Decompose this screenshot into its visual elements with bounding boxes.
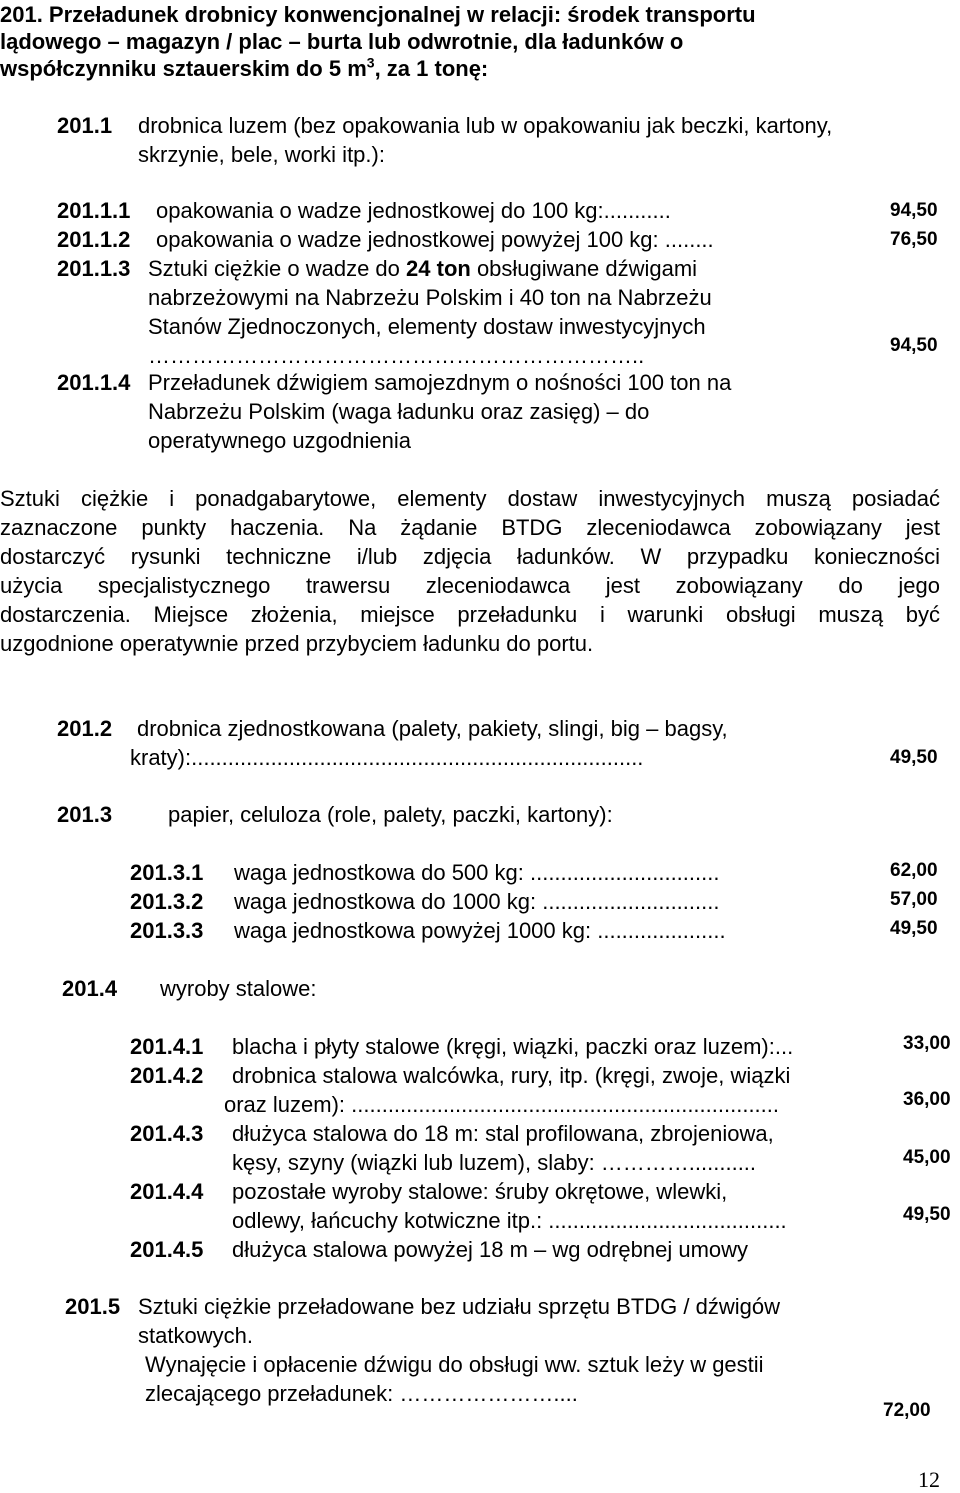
item-201-4-2-line-2: oraz luzem): ...................................................................... [224,1092,780,1117]
item-201-4-3-price: 45,00 [903,1147,951,1168]
item-201-1-2-text: opakowania o wadze jednostkowej powyżej 100 kg: ........ [156,227,714,252]
item-201-1-1-price: 94,50 [890,200,938,221]
section-201-5-line-4: zlecającego przeładunek: ………………….... [145,1381,578,1406]
notice-line-1: Sztuki ciężkie i ponadgabarytowe, elementy dostaw inwestycyjnych muszą posiadać [0,486,940,511]
section-201-5-number: 201.5 [65,1294,121,1319]
item-201-1-1-text: opakowania o wadze jednostkowej do 100 kg:........... [156,198,671,223]
item-201-4-2-price: 36,00 [903,1089,951,1110]
item-201-1-3-line-1 [148,254,697,283]
heading-line-1: 201. Przeładunek drobnicy konwencjonalnej w relacji: środek transportu [0,2,756,27]
item-201-4-3-line-2: kęsy, szyny (wiązki lub luzem), slaby: …………........... [232,1150,757,1175]
page-number: 12 [918,1467,940,1492]
item-201-1-4-line-1: Przeładunek dźwigiem samojezdnym o nośności 100 ton na [148,370,732,395]
item-201-1-3-number: 201.1.3 [57,256,131,281]
notice-line-6: uzgodnione operatywnie przed przybyciem ładunku do portu. [0,631,594,656]
item-201-1-1-number: 201.1.1 [57,198,131,223]
item-201-1-3-line-4: ………………………………………………………….. [148,343,645,368]
item-201-3-1-number: 201.3.1 [130,860,204,885]
item-201-4-1-text: blacha i płyty stalowe (kręgi, wiązki, paczki oraz luzem):... [232,1034,794,1059]
item-201-4-4-price: 49,50 [903,1204,951,1225]
heading-line-3a: współczynniku sztauerskim do 5 m [0,56,367,81]
item-201-4-3-line-1: dłużyca stalowa do 18 m: stal profilowana, zbrojeniowa, [232,1121,774,1146]
item-201-4-2-number: 201.4.2 [130,1063,204,1088]
section-201-1-text-1: drobnica luzem (bez opakowania lub w opakowaniu jak beczki, kartony, [138,113,833,138]
section-201-4-text: wyroby stalowe: [160,976,317,1001]
notice-line-4: użycia specjalistycznego trawersu zleceniodawca jest zobowiązany do jego [0,573,940,598]
section-201-5-price: 72,00 [883,1400,931,1421]
item-201-4-5-text: dłużyca stalowa powyżej 18 m – wg odrębnej umowy [232,1237,749,1262]
section-201-4-number: 201.4 [62,976,118,1001]
item-201-3-3-price: 49,50 [890,918,938,939]
item-201-3-3-text: waga jednostkowa powyżej 1000 kg: ..................... [234,918,726,943]
item-201-3-2-number: 201.3.2 [130,889,204,914]
section-201-2-price: 49,50 [890,747,938,768]
item-201-3-3-number: 201.3.3 [130,918,204,943]
item-201-1-4-line-2: Nabrzeżu Polskim (waga ładunku oraz zasięg) – do [148,399,650,424]
section-201-1-number: 201.1 [57,113,113,138]
section-201-1-text-2: skrzynie, bele, worki itp.): [138,142,385,167]
notice-line-5: dostarczenia. Miejsce złożenia, miejsce przeładunku i warunki obsługi muszą być [0,602,940,627]
heading-line-2: lądowego – magazyn / plac – burta lub odwrotnie, dla ładunków o [0,29,684,54]
section-201-3-text: papier, celuloza (role, palety, paczki, kartony): [168,802,613,827]
section-201-3-number: 201.3 [57,802,113,827]
item-201-4-2-line-1: drobnica stalowa walcówka, rury, itp. (kręgi, zwoje, wiązki [232,1063,791,1088]
heading-superscript: 3 [366,54,375,71]
item-201-4-4-number: 201.4.4 [130,1179,204,1204]
item-201-3-1-text: waga jednostkowa do 500 kg: ............................... [234,860,720,885]
item-201-1-3-weight: 24 ton [406,256,471,281]
notice-paragraph [0,484,940,658]
item-201-4-1-number: 201.4.1 [130,1034,204,1059]
item-201-4-4-line-2: odlewy, łańcuchy kotwiczne itp.: ....................................... [232,1208,787,1233]
item-201-1-4-number: 201.1.4 [57,370,131,395]
item-201-3-2-text: waga jednostkowa do 1000 kg: ............................. [234,889,720,914]
item-201-1-4-line-3: operatywnego uzgodnienia [148,428,411,453]
section-201-2-line-1: drobnica zjednostkowana (palety, pakiety, slingi, big – bagsy, [137,716,728,741]
heading-line-3 [0,54,488,83]
section-201-5-line-2: statkowych. [138,1323,253,1348]
section-201-5-line-1: Sztuki ciężkie przeładowane bez udziału sprzętu BTDG / dźwigów [138,1294,780,1319]
item-201-1-3-price: 94,50 [890,335,938,356]
item-201-1-3-line-2: nabrzeżowymi na Nabrzeżu Polskim i 40 ton na Nabrzeżu [148,285,712,310]
item-201-4-1-price: 33,00 [903,1033,951,1054]
item-201-1-3-line-3: Stanów Zjednoczonych, elementy dostaw inwestycyjnych [148,314,706,339]
section-201-2-line-2: kraty):.......................................................................... [130,745,644,770]
heading-line-3b: , za 1 tonę: [374,56,489,81]
item-201-4-3-number: 201.4.3 [130,1121,204,1146]
section-201-2-number: 201.2 [57,716,113,741]
item-201-3-2-price: 57,00 [890,889,938,910]
item-201-4-4-line-1: pozostałe wyroby stalowe: śruby okrętowe, wlewki, [232,1179,728,1204]
notice-line-3: dostarczyć rysunki techniczne i/lub zdjęcia ładunków. W przypadku konieczności [0,544,940,569]
item-201-3-1-price: 62,00 [890,860,938,881]
item-201-1-2-price: 76,50 [890,229,938,250]
notice-line-2: zaznaczone punkty haczenia. Na żądanie BTDG zleceniodawca zobowiązany jest [0,515,940,540]
item-201-1-3-line-1a: Sztuki ciężkie o wadze do [148,256,407,281]
section-201-5-line-3: Wynajęcie i opłacenie dźwigu do obsługi ww. sztuk leży w gestii [145,1352,764,1377]
item-201-1-3-line-1c: obsługiwane dźwigami [470,256,698,281]
item-201-4-5-number: 201.4.5 [130,1237,204,1262]
item-201-1-2-number: 201.1.2 [57,227,131,252]
